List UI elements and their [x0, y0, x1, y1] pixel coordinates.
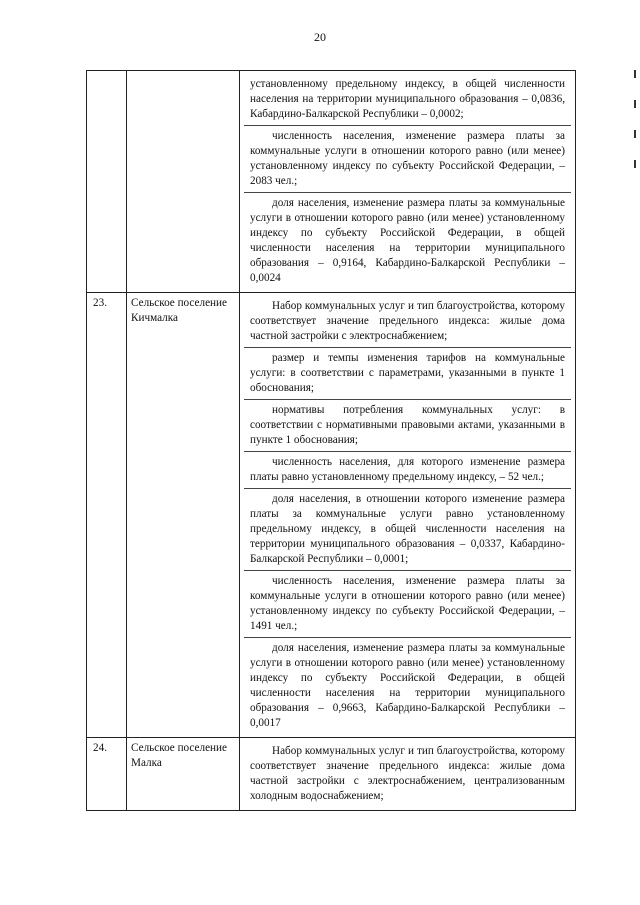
paragraph: численность населения, для которого изменение размера платы равно установленному предельному индексу, – 52 чел.;	[244, 452, 571, 489]
description-cell	[240, 293, 576, 738]
table-row	[87, 293, 576, 738]
description-cell	[240, 738, 576, 811]
settlement-name: Сельское поселение Кичмалка	[127, 293, 240, 738]
settlement-name: Сельское поселение Малка	[127, 738, 240, 811]
paragraph: размер и темпы изменения тарифов на коммунальные услуги: в соответствии с параметрами, указанными в пункте 1 обоснования;	[244, 348, 571, 400]
description-cell	[240, 71, 576, 293]
indices-table	[86, 70, 576, 811]
paragraph: численность населения, изменение размера платы за коммунальные услуги в отношении которого равно (или менее) установленному индексу по субъекту Российской Федерации, – 1491 чел.;	[244, 571, 571, 638]
paragraph: доля населения, изменение размера платы за коммунальные услуги в отношении которого равно (или менее) установленному индексу по субъекту Российской Федерации, в общей численности населения на территории муниципального образования – 0,9663, Кабардино-Балкарской Республики – 0,0017	[250, 642, 565, 729]
scan-edge-marks	[632, 70, 638, 190]
paragraph: нормативы потребления коммунальных услуг: в соответствии с нормативными правовыми актами, указанными в пункте 1 обоснования;	[244, 400, 571, 452]
row-number: 24.	[87, 738, 127, 811]
page-number: 20	[314, 30, 326, 44]
row-number-cell	[87, 71, 127, 293]
paragraph: Набор коммунальных услуг и тип благоустройства, которому соответствует значение предельного индекса: жилые дома частной застройки с электроснабжением;	[244, 296, 571, 348]
settlement-name-cell	[127, 71, 240, 293]
paragraph: численность населения, изменение размера платы за коммунальные услуги в отношении которого равно (или менее) установленному индексу по субъекту Российской Федерации, – 2083 чел.;	[244, 126, 571, 193]
table-row	[87, 71, 576, 293]
paragraph: установленному предельному индексу, в общей численности населения на территории муниципального образования – 0,0836, Кабардино-Балкарской Республики – 0,0002;	[244, 74, 571, 126]
table-row	[87, 738, 576, 811]
row-number: 23.	[87, 293, 127, 738]
paragraph: доля населения, изменение размера платы за коммунальные услуги в отношении которого равно (или менее) установленному индексу по субъекту Российской Федерации, в общей численности населения на территории муниципального образования – 0,9164, Кабардино-Балкарской Республики – 0,0024	[250, 197, 565, 284]
paragraph: Набор коммунальных услуг и тип благоустройства, которому соответствует значение предельного индекса: жилые дома частной застройки с электроснабжением, централизованным холодным водоснабжением;	[250, 745, 565, 802]
paragraph: доля населения, в отношении которого изменение размера платы за коммунальные услуги равно установленному предельному индексу, в общей численности населения на территории муниципального образования – 0,0337, Кабардино-Балкарской Республики – 0,0001;	[244, 489, 571, 571]
